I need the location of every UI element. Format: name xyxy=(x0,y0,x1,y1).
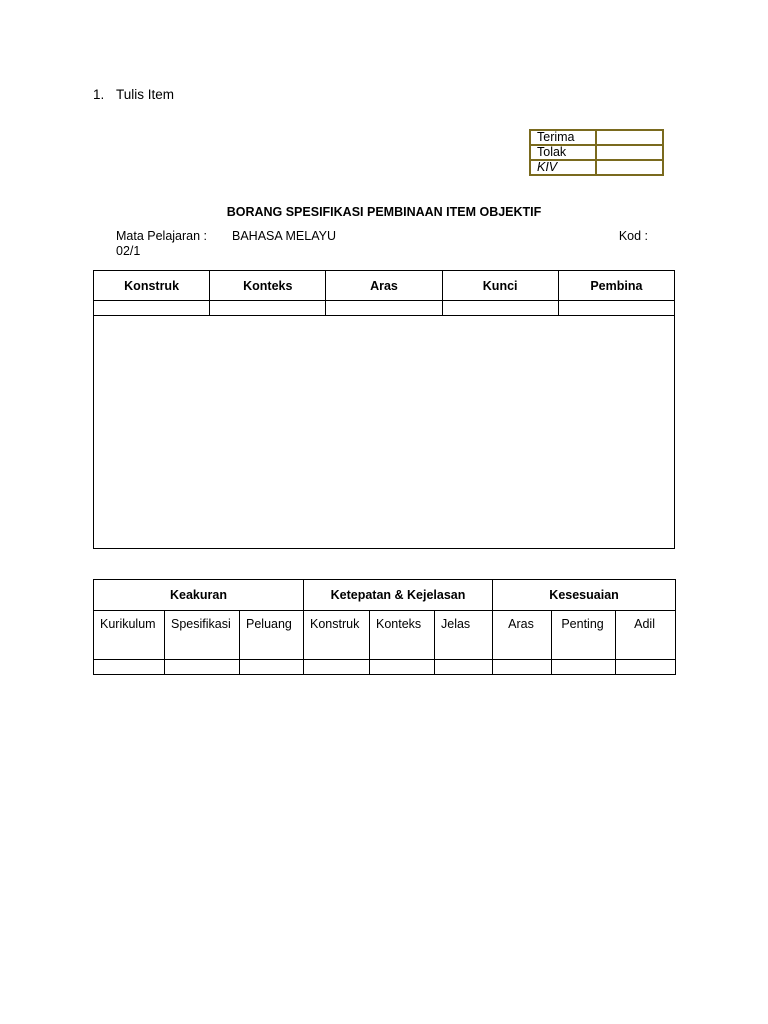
review-input-row xyxy=(94,660,676,675)
review-group-row xyxy=(94,580,676,611)
review-cell-konstruk[interactable] xyxy=(304,660,370,675)
spec-header-row xyxy=(94,271,675,301)
review-sub-spesifikasi: Spesifikasi xyxy=(165,611,240,660)
spec-header-pembina: Pembina xyxy=(558,271,674,301)
kod-label: Kod : xyxy=(618,229,648,243)
review-cell-penting[interactable] xyxy=(552,660,616,675)
item-writing-area[interactable] xyxy=(94,316,675,549)
review-sub-peluang: Peluang xyxy=(240,611,304,660)
subject-value: BAHASA MELAYU xyxy=(232,229,336,243)
review-cell-konteks[interactable] xyxy=(370,660,435,675)
form-title: BORANG SPESIFIKASI PEMBINAAN ITEM OBJEKTIF xyxy=(226,205,542,219)
kod-value: 02/1 xyxy=(116,244,141,258)
status-label-terima: Terima xyxy=(530,130,596,145)
spec-header-kunci: Kunci xyxy=(442,271,558,301)
spec-cell-konstruk[interactable] xyxy=(94,301,210,316)
status-value-terima[interactable] xyxy=(596,130,663,145)
review-table xyxy=(93,579,676,675)
review-sub-konstruk: Konstruk xyxy=(304,611,370,660)
spec-table xyxy=(93,270,675,549)
spec-cell-aras[interactable] xyxy=(326,301,442,316)
spec-cell-konteks[interactable] xyxy=(210,301,326,316)
status-label-tolak: Tolak xyxy=(530,145,596,160)
spec-input-row xyxy=(94,301,675,316)
review-sub-konteks: Konteks xyxy=(370,611,435,660)
review-cell-peluang[interactable] xyxy=(240,660,304,675)
review-sub-aras: Aras xyxy=(493,611,552,660)
status-value-tolak[interactable] xyxy=(596,145,663,160)
review-sub-penting: Penting xyxy=(552,611,616,660)
review-cell-spesifikasi[interactable] xyxy=(165,660,240,675)
spec-cell-kunci[interactable] xyxy=(442,301,558,316)
review-group-kesesuaian: Kesesuaian xyxy=(493,580,676,611)
spec-header-aras: Aras xyxy=(326,271,442,301)
review-group-keakuran: Keakuran xyxy=(94,580,304,611)
review-cell-adil[interactable] xyxy=(616,660,676,675)
spec-header-konstruk: Konstruk xyxy=(94,271,210,301)
spec-cell-pembina[interactable] xyxy=(558,301,674,316)
status-value-kiv[interactable] xyxy=(596,160,663,175)
review-cell-aras[interactable] xyxy=(493,660,552,675)
status-box xyxy=(529,129,664,176)
review-sub-adil: Adil xyxy=(616,611,676,660)
item-writing-row xyxy=(94,316,675,549)
review-sub-jelas: Jelas xyxy=(435,611,493,660)
review-group-ketepatan: Ketepatan & Kejelasan xyxy=(304,580,493,611)
item-heading xyxy=(93,87,174,102)
review-cell-kurikulum[interactable] xyxy=(94,660,165,675)
status-label-kiv: KIV xyxy=(530,160,596,175)
review-sub-kurikulum: Kurikulum xyxy=(94,611,165,660)
subject-label: Mata Pelajaran : xyxy=(116,229,208,243)
spec-header-konteks: Konteks xyxy=(210,271,326,301)
review-cell-jelas[interactable] xyxy=(435,660,493,675)
item-number: 1. xyxy=(93,87,105,102)
item-heading-label: Tulis Item xyxy=(116,87,175,102)
review-subheader-row xyxy=(94,611,676,660)
